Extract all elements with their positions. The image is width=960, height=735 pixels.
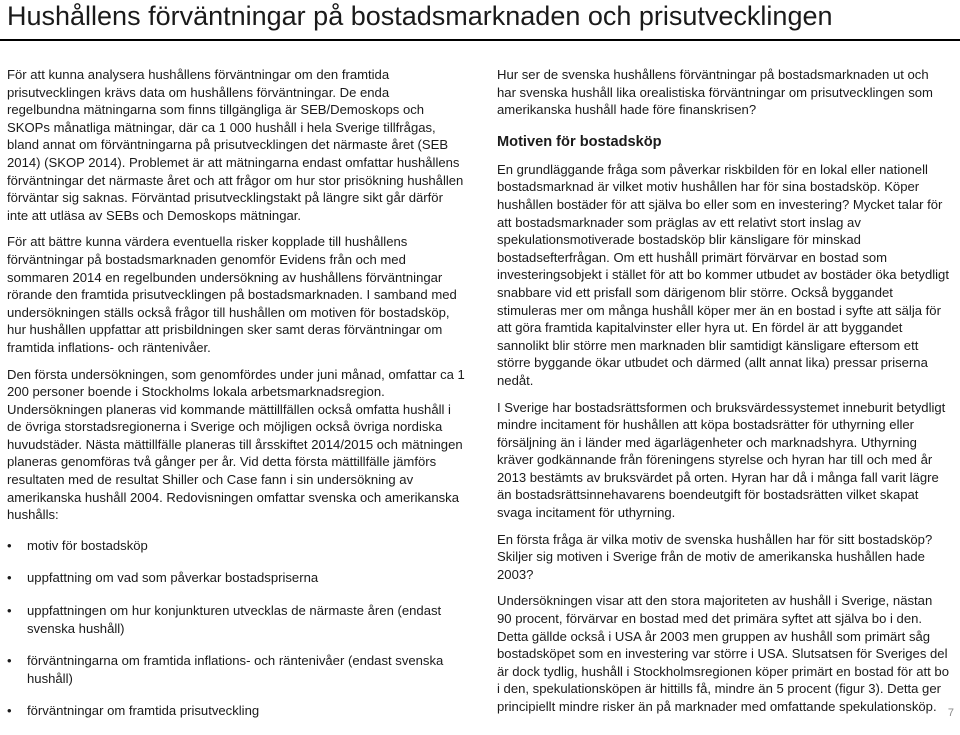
left-column: [7, 66, 465, 735]
list-item-text: uppfattning om vad som påverkar bostadspriserna: [27, 570, 319, 586]
list-item-text: förväntningarna om framtida inflations- och räntenivåer (endast svenska hushåll): [27, 653, 444, 686]
page-title: Hushållens förväntningar på bostadsmarknaden och prisutvecklingen: [7, 1, 833, 31]
bullet-icon: •: [7, 603, 12, 619]
list-item-text: uppfattningen om hur konjunkturen utvecklas de närmaste åren (endast svenska hushåll): [27, 603, 442, 636]
body-paragraph: Undersökningen visar att den stora majoriteten av hushåll i Sverige, nästan 90 procent, förvärvar en bostad med det primära syftet att själva bo i den. Detta gällde också i USA år 2003 men gruppen av hushåll som primärt såg bostadsköpet som en investering var större i USA. Slutsatsen för Sveriges del är dock tydlig, hushåll i Stockholmsregionen köper primärt en bostad för att bo i den, spekulationsköpen är hittills få, mindre än 5 procent (figur 3). Detta ger principiellt mindre risker än på marknader med omfattande spekulationsköp.: [497, 593, 949, 714]
list-item: [7, 602, 465, 637]
body-paragraph: En första fråga är vilka motiv de svenska hushållen har för sitt bostadsköp? Skiljer sig motiven i Sverige från de motiv de amerikanska hushållen hade 2003?: [497, 531, 933, 582]
list-item: [7, 569, 465, 587]
body-paragraph: En grundläggande fråga som påverkar riskbilden för en lokal eller nationell bostadsmarknad är vilket motiv hushållen har för sina bostadsköp. Köper hushållen bostäder för att själva bo eller som en investering? Mycket talar för att bostadsmarknader som präglas av ett relativt stort inslag av spekulationsmotiverade bostadsköp blir känsligare för minskad bostadsefterfrågan. Om ett hushåll primärt förvärvar en bostad som investeringsobjekt i stället för att bo kommer utbudet av bostäder öka betydligt snabbare vid ett prisfall som därigenom blir större. Också byggandet stimuleras mer om många hushåll köper mer än en bostad i syfte att sälja för att göra framtida kapitalvinster eller hyra ut. En fördel är att byggandet sannolikt blir större men marknaden blir samtidigt känsligare eftersom ett större byggande ökar utbudet och därmed (allt annat lika) pressar priserna nedåt.: [497, 161, 949, 388]
right-column: [497, 66, 949, 725]
bullet-icon: •: [7, 703, 12, 719]
bullet-icon: •: [7, 537, 12, 553]
list-item: [7, 652, 465, 687]
bullet-list: [7, 537, 465, 720]
bullet-icon: •: [7, 570, 12, 586]
body-paragraph: Den första undersökningen, som genomfördes under juni månad, omfattar ca 1 200 personer boende i Stockholms lokala arbetsmarknadsregion. Undersökningen planeras vid kommande mättillfällen också omfatta hushåll i de övriga storstadsregionerna i Sverige och möjligen också övriga nordiska huvudstäder. Nästa mättillfälle planeras till årsskiftet 2014/2015 och mätningen planeras genomföras två gånger per år. Vid detta första mättillfälle jämförs resultaten med de resultat Shiller och Case fann i sin undersökning av amerikanska hushåll 2004. Redovisningen omfattar svenska och amerikanska hushålls:: [7, 366, 465, 523]
bullet-icon: •: [7, 653, 12, 669]
body-paragraph: I Sverige har bostadsrättsformen och bruksvärdessystemet inneburit betydligt mindre incitament för hushållen att köpa bostadsrätter för uthyrning eller försäljning än i länder med ägarlägenheter och marknadshyra. Uthyrning kräver godkännande från föreningens styrelse och hyran har till och med år 2013 bestämts av bruksvärdet på orten. Hyran har då i många fall varit lägre än bostadsrättsinnehavarens boendeutgift för bostadsrätten vilket skapat svaga incitament för uthyrning.: [497, 399, 946, 521]
title-rule: [0, 39, 960, 41]
body-paragraph: För att kunna analysera hushållens förväntningar om den framtida prisutvecklingen krävs data om hushållens förväntningar. De enda regelbundna mätningarna som finns tillgängliga är SEB/Demoskops och SKOPs månatliga mätningar, där ca 1 000 hushåll i hela Sverige tillfrågas, bland annat om förväntningarna på prisutvecklingen det närmaste året (SEB 2014) (SKOP 2014). Problemet är att mätningarna endast omfattar hushållens förväntningar det närmaste året och att frågor om hur stor prisökning hushållen förväntar sig saknas. Förväntad prisutvecklingstakt på längre sikt går därför inte att utläsa av SEBs och Demoskops mätningar.: [7, 67, 464, 223]
section-heading: Motiven för bostadsköp: [497, 133, 662, 150]
list-item: [7, 702, 465, 720]
list-item: [7, 537, 465, 555]
intro-paragraph: Hur ser de svenska hushållens förväntningar på bostadsmarknaden ut och har svenska hushåll lika orealistiska förväntningar om prisutvecklingen som amerikanska hushåll hade före finanskrisen?: [497, 67, 933, 118]
body-paragraph: För att bättre kunna värdera eventuella risker kopplade till hushållens förväntningar på bostadsmarknaden genomför Evidens från och med sommaren 2014 en regelbunden undersökning av hushållens förväntningar rörande den framtida prisutvecklingen på bostadsmarknaden. I samband med undersökningen ställs också frågor till hushållen om motiven för bostadsköp, hur hushållen uppfattar att prisbildningen sker samt deras förväntningar om framtida inflations- och räntenivåer.: [7, 234, 457, 355]
list-item-text: förväntningar om framtida prisutveckling: [27, 703, 260, 719]
list-item-text: motiv för bostadsköp: [27, 537, 148, 553]
page-number: 7: [947, 707, 954, 719]
